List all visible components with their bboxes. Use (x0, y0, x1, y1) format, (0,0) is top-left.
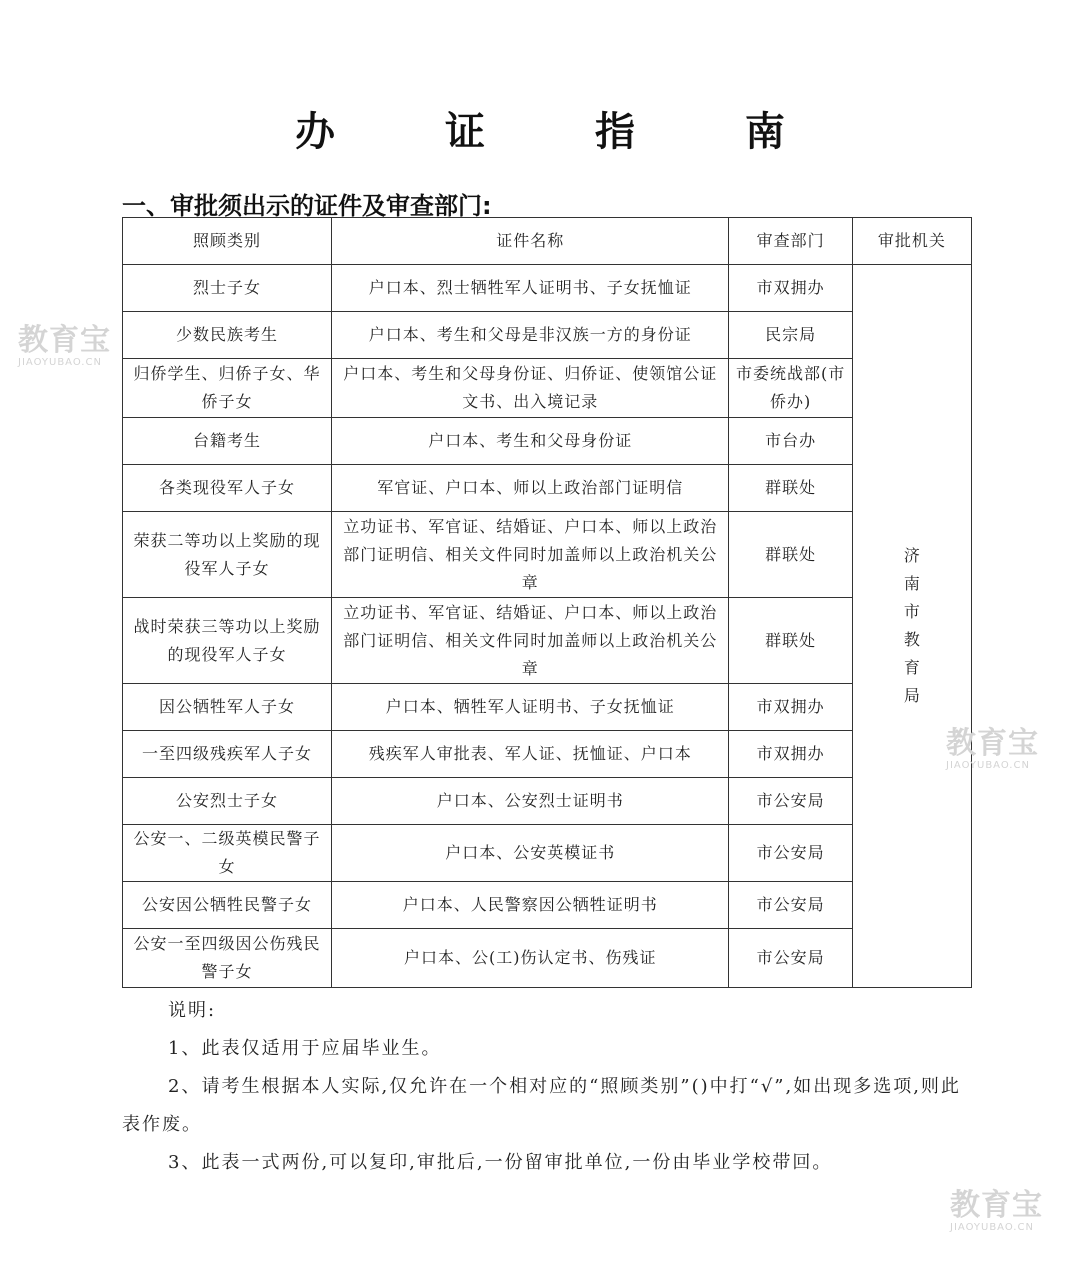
row-documents: 户口本、公(工)伤认定书、伤残证 (332, 929, 729, 988)
table-row (123, 465, 972, 512)
watermark-brand: 教育宝 (946, 726, 1039, 761)
table-row (123, 265, 972, 312)
row-department: 市双拥办 (729, 731, 852, 778)
table-row (123, 929, 972, 988)
table-row (123, 598, 972, 684)
row-documents: 户口本、牺牲军人证明书、子女抚恤证 (332, 684, 729, 731)
table-header-row (123, 218, 972, 265)
row-department: 市公安局 (729, 778, 852, 825)
approval-authority: 济南市教育局 (903, 546, 920, 705)
row-department: 市双拥办 (729, 684, 852, 731)
row-department: 民宗局 (729, 312, 852, 359)
row-department: 市双拥办 (729, 265, 852, 312)
row-category: 少数民族考生 (123, 312, 332, 359)
row-documents: 立功证书、军官证、结婚证、户口本、师以上政治部门证明信、相关文件同时加盖师以上政治机关公章 (332, 512, 729, 598)
requirements-table (122, 217, 972, 988)
row-documents: 军官证、户口本、师以上政治部门证明信 (332, 465, 729, 512)
notes-section (122, 992, 972, 1182)
table-row (123, 825, 972, 882)
header-documents: 证件名称 (332, 218, 729, 265)
row-department: 市公安局 (729, 882, 852, 929)
note-item: 2、请考生根据本人实际,仅允许在一个相对应的“照顾类别”()中打“√”,如出现多选项,则此表作废。 (122, 1076, 961, 1135)
row-department: 群联处 (729, 598, 852, 684)
watermark-brand: 教育宝 (18, 323, 111, 358)
header-authority: 审批机关 (852, 218, 971, 265)
row-department: 群联处 (729, 512, 852, 598)
row-category: 公安一、二级英模民警子女 (123, 825, 332, 882)
watermark-domain: JIAOYUBAO.CN (946, 760, 1030, 771)
row-category: 各类现役军人子女 (123, 465, 332, 512)
watermark-logo (950, 1190, 1043, 1234)
row-department: 市公安局 (729, 929, 852, 988)
page-title: 办 证 指 南 (295, 109, 833, 155)
approval-authority-cell (852, 265, 971, 988)
row-documents: 户口本、公安烈士证明书 (332, 778, 729, 825)
row-documents: 户口本、公安英模证书 (332, 825, 729, 882)
row-documents: 户口本、人民警察因公牺牲证明书 (332, 882, 729, 929)
row-category: 台籍考生 (123, 418, 332, 465)
watermark-domain: JIAOYUBAO.CN (18, 357, 102, 368)
row-category: 公安烈士子女 (123, 778, 332, 825)
row-documents: 户口本、考生和父母身份证、归侨证、使领馆公证文书、出入境记录 (332, 359, 729, 418)
row-documents: 户口本、考生和父母身份证 (332, 418, 729, 465)
table-row (123, 418, 972, 465)
section-heading: 一、审批须出示的证件及审查部门: (122, 192, 492, 220)
watermark-logo (18, 325, 111, 369)
row-category: 公安一至四级因公伤残民警子女 (123, 929, 332, 988)
watermark-domain: JIAOYUBAO.CN (950, 1222, 1034, 1233)
row-department: 群联处 (729, 465, 852, 512)
table-row (123, 359, 972, 418)
row-department: 市公安局 (729, 825, 852, 882)
row-department: 市台办 (729, 418, 852, 465)
row-category: 一至四级残疾军人子女 (123, 731, 332, 778)
row-category: 归侨学生、归侨子女、华侨子女 (123, 359, 332, 418)
row-category: 因公牺牲军人子女 (123, 684, 332, 731)
notes-heading: 说明: (168, 1000, 217, 1021)
row-category: 烈士子女 (123, 265, 332, 312)
table-row (123, 512, 972, 598)
row-category: 荣获二等功以上奖励的现役军人子女 (123, 512, 332, 598)
row-category: 公安因公牺牲民警子女 (123, 882, 332, 929)
header-category: 照顾类别 (123, 218, 332, 265)
table-row (123, 882, 972, 929)
row-documents: 立功证书、军官证、结婚证、户口本、师以上政治部门证明信、相关文件同时加盖师以上政治机关公章 (332, 598, 729, 684)
row-documents: 残疾军人审批表、军人证、抚恤证、户口本 (332, 731, 729, 778)
note-item: 3、此表一式两份,可以复印,审批后,一份留审批单位,一份由毕业学校带回。 (168, 1152, 833, 1173)
watermark-logo (946, 728, 1039, 772)
row-category: 战时荣获三等功以上奖励的现役军人子女 (123, 598, 332, 684)
row-documents: 户口本、考生和父母是非汉族一方的身份证 (332, 312, 729, 359)
row-documents: 户口本、烈士牺牲军人证明书、子女抚恤证 (332, 265, 729, 312)
watermark-brand: 教育宝 (950, 1188, 1043, 1223)
header-department: 审查部门 (729, 218, 852, 265)
table-row (123, 778, 972, 825)
table-row (123, 684, 972, 731)
row-department: 市委统战部(市侨办) (729, 359, 852, 418)
note-item: 1、此表仅适用于应届毕业生。 (168, 1038, 442, 1059)
table-row (123, 731, 972, 778)
table-row (123, 312, 972, 359)
